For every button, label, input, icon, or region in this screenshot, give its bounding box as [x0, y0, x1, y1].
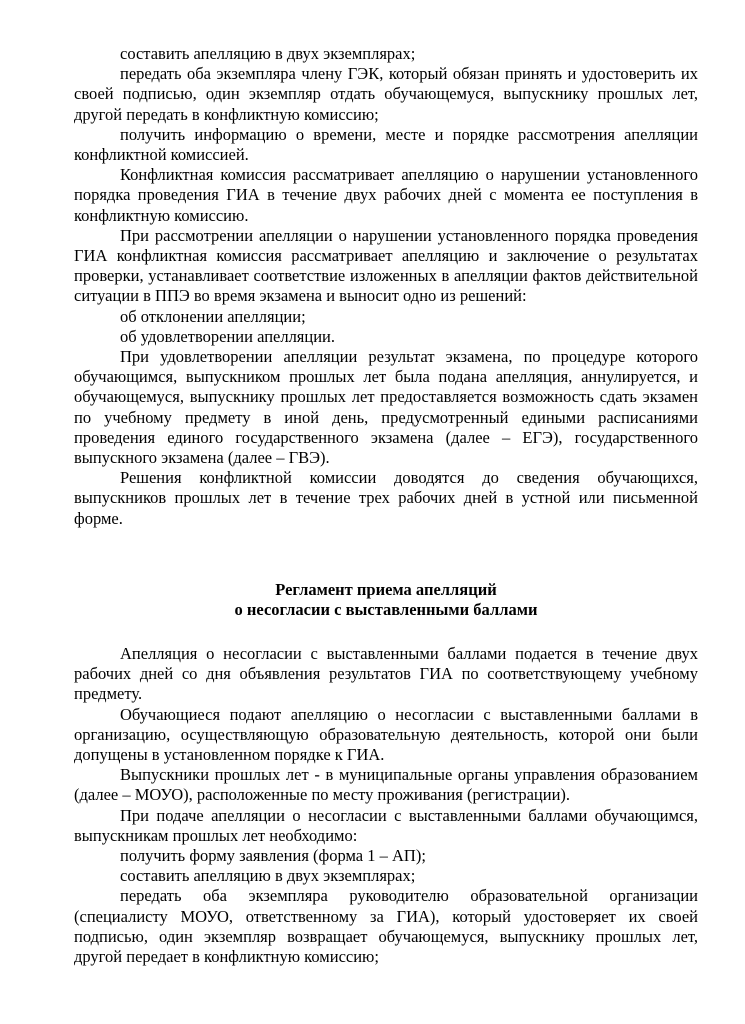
paragraph: Обучающиеся подают апелляцию о несогласии с выставленными баллами в организацию, осуществляющую образовательную деятельность, которой они были допущены в установленном порядке к ГИА.: [74, 704, 698, 765]
paragraph: Решения конфликтной комиссии доводятся до сведения обучающихся, выпускников прошлых лет в течение трех рабочих дней в устной или письменной форме.: [74, 468, 698, 528]
heading-line: о несогласии с выставленными баллами: [234, 600, 538, 620]
text-block-top: [74, 44, 698, 529]
paragraph: получить форму заявления (форма 1 – АП);: [120, 846, 426, 866]
paragraph: составить апелляцию в двух экземплярах;: [120, 866, 416, 886]
paragraph: передать оба экземпляра руководителю образовательной организации (специалисту МОУО, ответственному за ГИА), который удостоверяет их своей подписью, один экземпляр возвращает обучающемуся, выпускнику прошлых лет, другой передает в конфликтную комиссию;: [74, 886, 698, 967]
paragraph: Конфликтная комиссия рассматривает апелляцию о нарушении установленного порядка проведения ГИА в течение двух рабочих дней с момента ее поступления в конфликтную комиссию.: [74, 165, 698, 225]
heading-line: Регламент приема апелляций: [275, 580, 497, 599]
paragraph: При удовлетворении апелляции результат экзамена, по процедуре которого обучающимся, выпускником прошлых лет была подана апелляция, аннулируется, и обучающемуся, выпускнику прошлых лет предоставляется возможность сдать экзамен по учебному предмету в иной день, предусмотренный едиными расписаниями проведения единого государственного экзамена (далее – ЕГЭ), государственного выпускного экзамена (далее – ГВЭ).: [74, 347, 698, 468]
paragraph: Выпускники прошлых лет - в муниципальные органы управления образованием (далее – МОУО), расположенные по месту проживания (регистрации).: [74, 765, 698, 805]
paragraph: При рассмотрении апелляции о нарушении установленного порядка проведения ГИА конфликтная комиссия рассматривает апелляцию и заключение о результатах проверки, устанавливает соответствие изложенных в апелляции фактов действительной ситуации в ППЭ во время экзамена и выносит одно из решений:: [74, 225, 698, 306]
paragraph: Апелляция о несогласии с выставленными баллами подается в течение двух рабочих дней со дня объявления результатов ГИА по соответствующему учебному предмету.: [74, 644, 698, 704]
paragraph: об отклонении апелляции;: [120, 306, 306, 326]
text-block-bottom: [74, 644, 698, 967]
paragraph: При подаче апелляции о несогласии с выставленными баллами обучающимся, выпускникам прошлых лет необходимо:: [74, 805, 698, 845]
paragraph: составить апелляцию в двух экземплярах;: [120, 44, 416, 63]
section-heading: [74, 580, 698, 620]
paragraph: получить информацию о времени, месте и порядке рассмотрения апелляции конфликтной комиссией.: [74, 124, 698, 165]
paragraph: об удовлетворении апелляции.: [120, 326, 336, 346]
paragraph: передать оба экземпляра члену ГЭК, который обязан принять и удостоверить их своей подписью, один экземпляр отдать обучающемуся, выпускнику прошлых лет, другой передать в конфликтную комиссию;: [74, 64, 698, 124]
